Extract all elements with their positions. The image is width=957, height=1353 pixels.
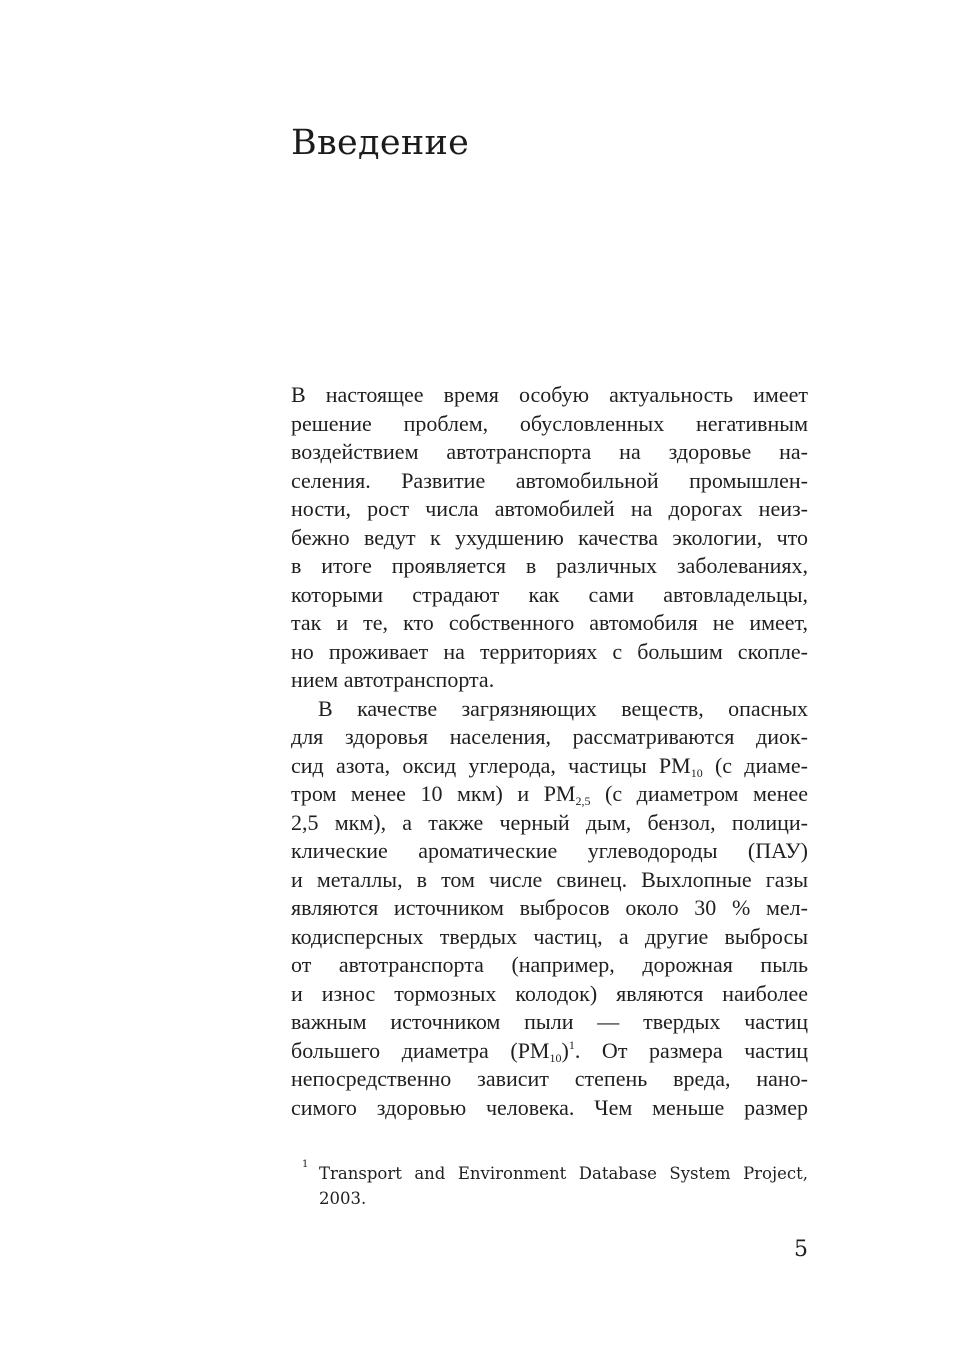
text-line: в итоге проявляется в различных заболеваниях, bbox=[291, 553, 808, 578]
footnote-mark: 1 bbox=[302, 1159, 309, 1170]
text-line: важным источником пыли — твердых частиц bbox=[291, 1009, 808, 1034]
subscript: 10 bbox=[549, 1050, 562, 1065]
footnote-reference[interactable]: 1 bbox=[568, 1037, 575, 1052]
text-line bbox=[291, 1037, 808, 1066]
text-line: симого здоровью человека. Чем меньше размер bbox=[291, 1094, 808, 1120]
text-line: но проживает на территориях с большим скопле- bbox=[291, 638, 808, 664]
text-line: непосредственно зависит степень вреда, нано- bbox=[291, 1066, 808, 1091]
text-run: (с диаме- bbox=[702, 752, 809, 778]
text-line: являются источником выбросов около 30 % мел- bbox=[291, 895, 808, 920]
text-line: и металлы, в том числе свинец. Выхлопные газы bbox=[291, 866, 808, 892]
text-line: для здоровья населения, рассматриваются диок- bbox=[291, 724, 808, 749]
subscript: 10 bbox=[690, 765, 703, 780]
text-run: . От размера частиц bbox=[574, 1037, 808, 1063]
text-line bbox=[291, 752, 808, 781]
text-run: (с диаметром менее bbox=[590, 781, 808, 806]
text-line: селения. Развитие автомобильной промышлен- bbox=[291, 467, 808, 493]
text-line bbox=[291, 780, 808, 809]
text-line: нием автотранспорта. bbox=[291, 667, 495, 692]
text-line: так и те, кто собственного автомобиля не имеет, bbox=[291, 610, 808, 635]
text-line: бежно ведут к ухудшению качества экологии, что bbox=[291, 524, 808, 550]
text-line: которыми страдают как сами автовладельцы, bbox=[291, 581, 808, 607]
subscript: 2,5 bbox=[575, 794, 591, 808]
paragraph-1 bbox=[291, 381, 808, 695]
footnote bbox=[300, 1161, 808, 1211]
text-run: большего диаметра (PM bbox=[291, 1037, 550, 1063]
text-line: кодисперсных твердых частиц, а другие выбросы bbox=[291, 923, 808, 949]
text-run: тром менее 10 мкм) и PM bbox=[291, 781, 576, 806]
text-line: В качестве загрязняющих веществ, опасных bbox=[318, 695, 808, 721]
text-line: В настоящее время особую актуальность имеет bbox=[291, 382, 808, 407]
text-line: 2,5 мкм), а также черный дым, бензол, полици- bbox=[291, 809, 808, 835]
footnote-line: Transport and Environment Database System Project, bbox=[319, 1164, 808, 1183]
footnote-line: 2003. bbox=[319, 1189, 367, 1208]
text-line: и износ тормозных колодок) являются наиболее bbox=[291, 980, 808, 1006]
text-run: ) bbox=[561, 1037, 569, 1063]
text-line: от автотранспорта (например, дорожная пыль bbox=[291, 952, 808, 977]
footnote-text bbox=[319, 1161, 808, 1211]
text-line: клические ароматические углеводороды (ПАУ) bbox=[291, 838, 808, 863]
paragraph-2 bbox=[291, 695, 808, 1123]
text-line: воздействием автотранспорта на здоровье на- bbox=[291, 439, 808, 464]
page-title: Введение bbox=[291, 123, 470, 163]
text-line: решение проблем, обусловленных негативным bbox=[291, 410, 808, 436]
page-number: 5 bbox=[794, 1237, 808, 1262]
body-text bbox=[291, 381, 808, 1122]
text-run: сид азота, оксид углерода, частицы PM bbox=[291, 752, 691, 778]
text-line: ности, рост числа автомобилей на дорогах неиз- bbox=[291, 496, 808, 521]
